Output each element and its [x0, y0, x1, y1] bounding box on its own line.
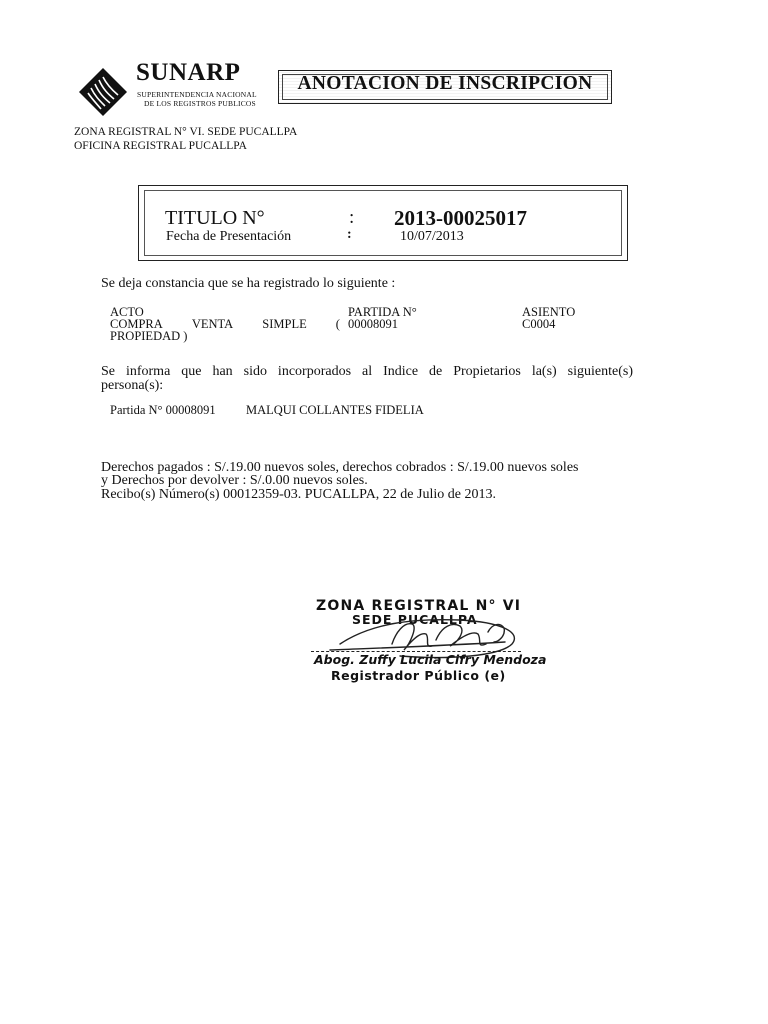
titulo-number: 2013-00025017 — [394, 206, 527, 230]
document-title-box — [278, 70, 612, 104]
persona-name: MALQUI COLLANTES FIDELIA — [246, 403, 424, 417]
informa-text-line2: persona(s): — [101, 378, 164, 393]
partida-header: PARTIDA N° — [348, 305, 417, 319]
titulo-colon: : — [349, 207, 355, 228]
fecha-colon: : — [347, 227, 352, 242]
acto-word: COMPRA — [110, 317, 163, 331]
asiento-value: C0004 — [522, 317, 556, 331]
oficina-registral-line: OFICINA REGISTRAL PUCALLPA — [74, 140, 247, 152]
informa-text-line1: Se informa que han sido incorporados al Indice de Propietarios la(s) siguiente(s) — [101, 364, 633, 379]
stamp-zona: ZONA REGISTRAL N° VI — [316, 598, 522, 614]
derechos-line2: y Derechos por devolver : S/.0.00 nuevos soles. — [101, 473, 368, 488]
fecha-label: Fecha de Presentación — [166, 229, 292, 244]
brand-subtitle-1: SUPERINTENDENCIA NACIONAL — [137, 90, 257, 99]
document-title: ANOTACION DE INSCRIPCION — [297, 73, 593, 94]
sunarp-logo-icon — [77, 66, 129, 118]
persona-partida: Partida N° 00008091 — [110, 403, 216, 417]
acto-header: ACTO — [110, 305, 144, 319]
constancia-text: Se deja constancia que se ha registrado lo siguiente : — [101, 276, 396, 291]
acto-word: SIMPLE — [262, 317, 307, 331]
stamp-name: Abog. Zuffy Lucila Cifry Mendoza — [314, 652, 547, 667]
asiento-header: ASIENTO — [522, 305, 576, 319]
brand-name: SUNARP — [136, 59, 241, 86]
partida-value: 00008091 — [348, 317, 398, 331]
brand-subtitle-2: DE LOS REGISTROS PUBLICOS — [144, 99, 256, 108]
titulo-label: TITULO N° — [165, 207, 265, 229]
stamp-role: Registrador Público (e) — [331, 668, 506, 683]
fecha-value: 10/07/2013 — [400, 229, 464, 244]
stamp-sede: SEDE PUCALLPA — [352, 612, 478, 627]
zona-registral-line: ZONA REGISTRAL N° VI. SEDE PUCALLPA — [74, 126, 298, 138]
acto-word: ( — [335, 317, 340, 331]
derechos-line1: Derechos pagados : S/.19.00 nuevos soles, derechos cobrados : S/.19.00 nuevos soles — [101, 460, 579, 475]
acto-word: VENTA — [191, 317, 234, 331]
recibo-line: Recibo(s) Número(s) 00012359-03. PUCALLPA, 22 de Julio de 2013. — [101, 487, 496, 502]
acto-value-line2: PROPIEDAD ) — [110, 329, 188, 343]
